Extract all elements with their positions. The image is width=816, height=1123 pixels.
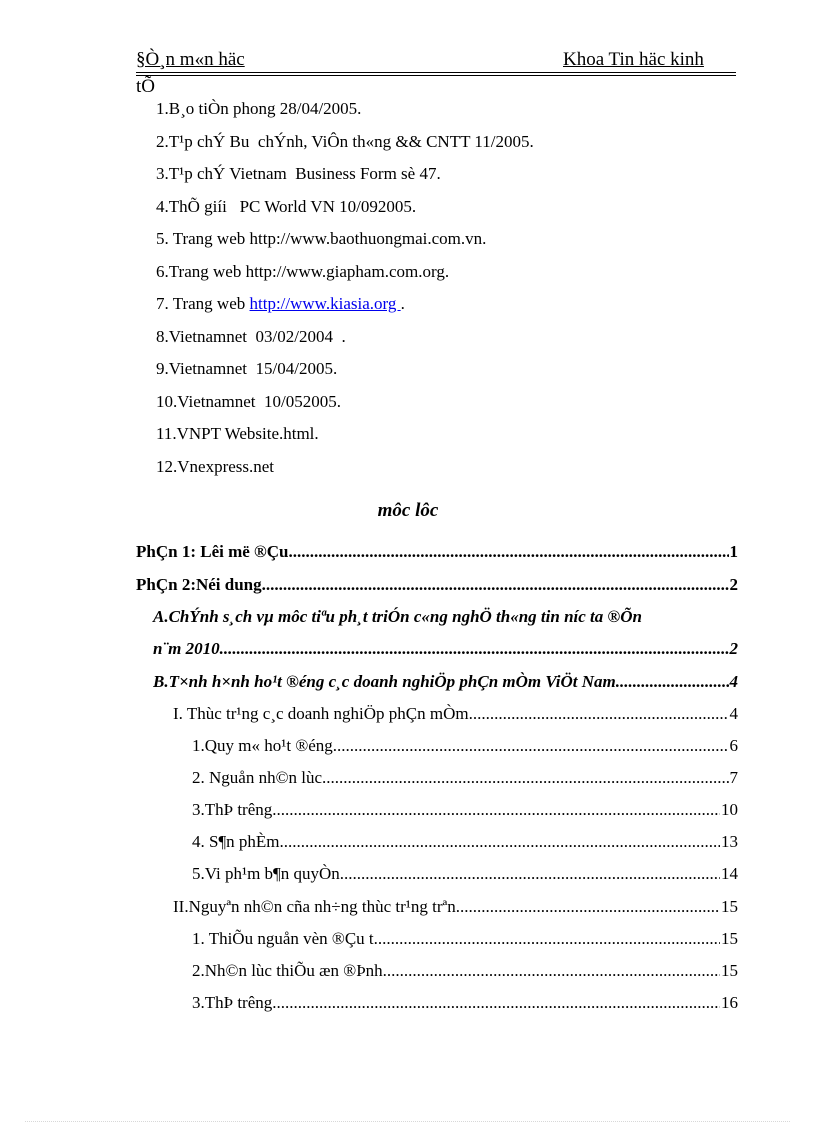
- reference-prefix: 7. Trang web: [156, 294, 250, 313]
- toc-page-number: 2: [729, 639, 738, 658]
- reference-item: 12.Vnexpress.net: [156, 456, 275, 476]
- toc-entry-text: 1.Quy m« ho¹t ®éng: [192, 736, 333, 755]
- toc-leader: [616, 670, 729, 694]
- toc-entry: [192, 734, 738, 758]
- toc-title: môc lôc: [377, 500, 439, 521]
- toc-entry-text: 3.ThÞ trêng: [192, 800, 273, 819]
- toc-leader: [333, 734, 729, 758]
- reference-item: 6.Trang web http://www.giapham.com.org.: [156, 261, 450, 281]
- reference-item: 1.B¸o tiÒn phong 28/04/2005.: [156, 99, 362, 118]
- toc-leader: [456, 895, 720, 919]
- toc-leader: [224, 637, 729, 661]
- toc-page-number: 15: [721, 897, 738, 916]
- toc-entry: [192, 991, 738, 1015]
- toc-entry-text: II.Nguyªn nh©n cña nh÷ng thùc tr¹ng trªn: [173, 897, 456, 916]
- reference-item: 2.T¹p chÝ Bu chÝnh, ViÔn th«ng && CNTT 11/2005.: [156, 131, 534, 151]
- header-rule-double: [136, 75, 736, 76]
- toc-page-number: 13: [721, 832, 738, 851]
- toc-entry: [192, 798, 738, 822]
- page-bottom-border: [25, 1121, 790, 1122]
- header-rule: [136, 72, 736, 73]
- toc-page-number: 6: [729, 736, 738, 755]
- toc-page-number: 1: [729, 542, 738, 561]
- toc-page-number: 4: [729, 672, 738, 691]
- toc-leader: [262, 573, 729, 597]
- reference-suffix: .: [400, 294, 405, 313]
- reference-item: 4.ThÕ giíi PC World VN 10/092005.: [156, 196, 417, 216]
- toc-entry: [136, 540, 738, 564]
- toc-entry-text: 4. S¶n phÈm: [192, 832, 280, 851]
- toc-leader: [272, 991, 720, 1015]
- toc-leader: [374, 927, 720, 951]
- reference-item: 8.Vietnamnet 03/02/2004 .: [156, 326, 346, 346]
- toc-entry-text: 1. ThiÕu nguån vèn ®Çu t: [192, 929, 374, 948]
- reference-item: 11.VNPT Website.html.: [156, 424, 319, 443]
- toc-page-number: 14: [721, 864, 738, 883]
- reference-list: [156, 97, 534, 487]
- reference-item: 5. Trang web http://www.baothuongmai.com.vn.: [156, 229, 487, 248]
- toc-entry-text: 2. Nguån nh©n lùc: [192, 768, 323, 787]
- reference-item: [156, 292, 534, 325]
- toc-page-number: 15: [721, 961, 738, 980]
- reference-item: 9.Vietnamnet 15/04/2005.: [156, 359, 338, 378]
- toc-entry: [192, 927, 738, 951]
- toc-entry: [192, 862, 738, 886]
- header-faculty: Khoa Tin häc kinh: [563, 49, 704, 70]
- toc-entry-text: A.ChÝnh s¸ch vµ môc tiªu ph¸t triÓn c«ng nghÖ th«ng tin níc ta ®Õn: [153, 607, 642, 626]
- toc-entry-text: B.T×nh h×nh ho¹t ®éng c¸c doanh nghiÖp phÇn mÒm ViÖt Nam: [153, 672, 616, 691]
- header-faculty-continuation: tÕ: [136, 76, 155, 97]
- toc-entry: [153, 637, 738, 661]
- toc-entry: [173, 895, 738, 919]
- toc-page-number: 10: [721, 800, 738, 819]
- toc-entry-text: PhÇn 1: Lêi më ®Çu: [136, 542, 289, 561]
- toc-page-number: 2: [729, 575, 738, 594]
- toc-entry-continuation: n¨m 2010.: [153, 639, 224, 658]
- toc-page-number: 15: [721, 929, 738, 948]
- toc-leader: [322, 766, 728, 790]
- toc-leader: [340, 862, 720, 886]
- header-course-title: §Ò¸n m«n häc: [136, 49, 245, 70]
- toc-entry: [173, 702, 738, 726]
- toc-entry: [192, 830, 738, 854]
- toc-entry-text: 2.Nh©n lùc thiÕu æn ®Þnh: [192, 961, 383, 980]
- toc-entry: [136, 573, 738, 597]
- toc-entry-text: 5.Vi ph¹m b¶n quyÒn: [192, 864, 340, 883]
- reference-link[interactable]: http://www.kiasia.org: [249, 294, 401, 313]
- toc-leader: [469, 702, 729, 726]
- toc-page-number: 4: [729, 704, 738, 723]
- toc-entry: [153, 670, 738, 694]
- toc-entry: [192, 959, 738, 983]
- toc-entry-text: PhÇn 2:Néi dung: [136, 575, 262, 594]
- toc-entry: [192, 766, 738, 790]
- toc-leader: [383, 959, 720, 983]
- toc-page-number: 7: [729, 768, 738, 787]
- toc-leader: [272, 798, 720, 822]
- toc-page-number: 16: [721, 993, 738, 1012]
- toc-leader: [280, 830, 720, 854]
- toc-entry-text: 3.ThÞ trêng: [192, 993, 273, 1012]
- reference-item: 3.T¹p chÝ Vietnam Business Form sè 47.: [156, 164, 441, 183]
- toc-entry-text: I. Thùc tr¹ng c¸c doanh nghiÖp phÇn mÒm: [173, 704, 469, 723]
- toc-leader: [288, 540, 728, 564]
- reference-item: 10.Vietnamnet 10/052005.: [156, 391, 342, 411]
